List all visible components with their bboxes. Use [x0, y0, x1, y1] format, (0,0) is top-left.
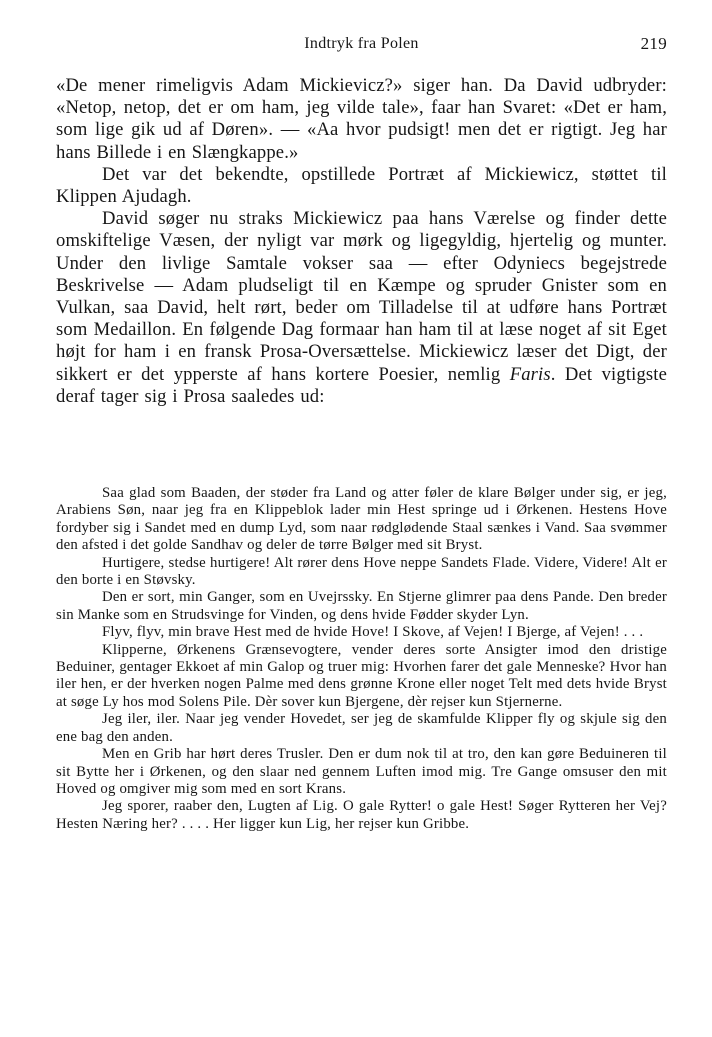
quote-paragraph-3: Den er sort, min Ganger, som en Uvejrssky. En Stjerne glimrer paa dens Pande. Den breder sin Manke som en Strudsvinge for Vinden, og dens hvide Fødder skyder Lyn. — [56, 589, 667, 623]
quote-paragraph-7: Men en Grib har hørt deres Trusler. Den er dum nok til at tro, den kan gøre Beduineren til sit Bytte her i Ørkenen, og den slaar ned gennem Luften imod mig. Tre Gange omsuser den mit Hoved og omgiver mig som med en sort Krans. — [56, 746, 667, 797]
poem-title: Faris — [509, 363, 551, 385]
paragraph-3 — [56, 208, 667, 408]
paragraph-3-text: David søger nu straks Mickiewicz paa hans Værelse og finder dette omskiftelige Væsen, der nyligt var mørk og ligegyldig, hjertelig og munter. Under den livlige Samtale vokser saa — efter Odyniecs begejstrede Beskrivelse — Adam pludseligt til en Kæmpe og spruder Gnister som en Vulkan, saa David, helt rørt, beder om Tilladelse til at udføre hans Portræt som Medaillon. En følgende Dag formaar han ham til at læse noget af sit Eget højt for ham i en fransk Prosa-Oversættelse. Mickiewicz læser det Digt, der sikkert er det ypperste af hans kortere Poesier, nemlig — [56, 208, 667, 385]
paragraph-3-end: . Det vigtigste deraf tager sig i Prosa saaledes ud: — [56, 363, 667, 407]
poem-quotation — [56, 485, 667, 833]
quote-paragraph-5: Klipperne, Ørkenens Grænsevogtere, vender deres sorte Ansigter imod den dristige Beduiner, gentager Ekkoet af min Galop og truer mig: Hvorhen farer det gale Menneske? Hvor han iler hen, er der hverken nogen Palme med dens grønne Krone eller noget Telt med dets hvide Bryst at søge Ly hos mod Solens Pile. Dèr sover kun Bjergene, dèr rejser kun Stjernerne. — [56, 641, 667, 710]
quote-paragraph-8: Jeg sporer, raaber den, Lugten af Lig. O gale Rytter! o gale Hest! Søger Rytteren her Vej? Hesten Næring her? . . . . Her ligger kun Lig, her rejser kun Gribbe. — [56, 798, 667, 832]
main-text-block — [56, 75, 667, 408]
quote-paragraph-4: Flyv, flyv, min brave Hest med de hvide Hove! I Skove, af Vejen! I Bjerge, af Vejen! . . . — [102, 624, 644, 641]
quote-paragraph-2: Hurtigere, stedse hurtigere! Alt rører dens Hove neppe Sandets Flade. Videre, Videre! Alt er den borte i en Støvsky. — [56, 554, 667, 589]
paragraph-2: Det var det bekendte, opstillede Portræt af Mickiewicz, støttet til Klippen Ajudagh. — [56, 163, 667, 208]
quote-paragraph-1: Saa glad som Baaden, der støder fra Land og atter føler de klare Bølger under sig, er jeg, Arabiens Søn, naar jeg fra en Klippeblok lader min Hest springe ud i Ørkenen. Hestens Hove fordyber sig i Sandet med en dump Lyd, som naar rødglødende Staal sænkes i Vand. Saa svømmer den afsted i det golde Sandhav og deler de tørre Bølger med sit Bryst. — [56, 485, 667, 554]
quote-paragraph-6: Jeg iler, iler. Naar jeg vender Hovedet, ser jeg de skamfulde Klipper fly og skjule sig den ene bag den anden. — [56, 711, 667, 745]
paragraph-1: «De mener rimeligvis Adam Mickievicz?» siger han. Da David udbryder: «Netop, netop, det er om ham, jeg vilde tale», faar han Svaret: «Det er ham, som lige gik ud af Døren». — «Aa hvor pudsigt! men det er rigtigt. Jeg har hans Billede i en Slængkappe.» — [56, 75, 667, 163]
running-title: Indtryk fra Polen — [304, 35, 419, 52]
page-number: 219 — [640, 34, 667, 53]
running-header — [56, 34, 667, 54]
